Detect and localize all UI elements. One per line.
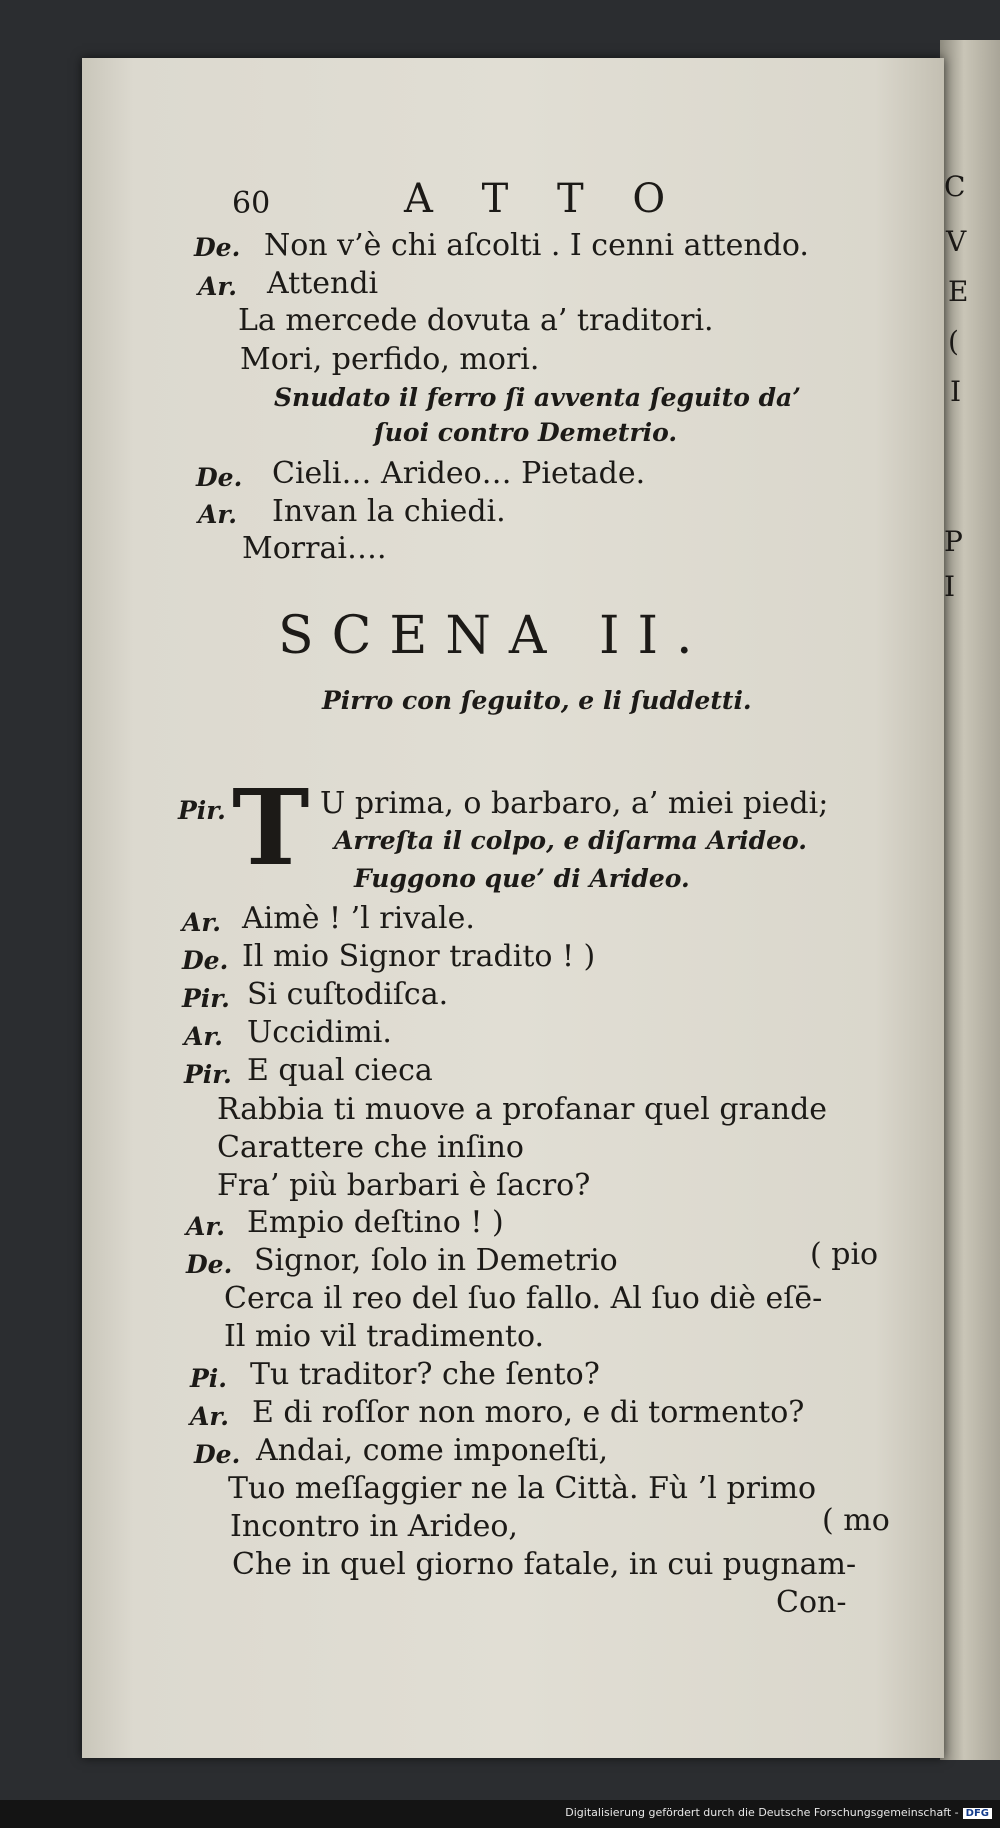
verse-line: Cieli… Arideo… Pietade. (272, 456, 646, 491)
adjacent-letter: V (946, 225, 967, 258)
digitization-credit (565, 1806, 992, 1819)
verse-line: Aimè ! ’l rivale. (242, 901, 475, 936)
stage-direction: ſuoi contro Demetrio. (374, 418, 678, 447)
catchword: Con- (776, 1585, 847, 1620)
speaker-label: Ar. (198, 272, 237, 301)
turnover-text: ( mo (822, 1503, 890, 1538)
verse-line: Fra’ più barbari è ſacro? (217, 1168, 591, 1203)
verse-line: Andai, come imponeſti, (256, 1433, 609, 1468)
verse-line: La mercede dovuta a’ traditori. (238, 303, 714, 338)
verse-line: Il mio vil tradimento. (224, 1319, 545, 1354)
verse-line: Morrai…. (242, 531, 387, 566)
adjacent-page-edge (940, 40, 1000, 1760)
verse-line: Tu traditor? che ſento? (250, 1357, 600, 1392)
scene-title: SCENA II. (278, 606, 711, 666)
verse-line: Cerca il reo del ſuo fallo. Al ſuo diè eſē- (224, 1281, 823, 1316)
speaker-label: De. (196, 463, 243, 492)
verse-line: Il mio Signor tradito ! ) (242, 939, 596, 974)
stage-direction: Snudato il ferro ſi avventa ſeguito da’ (274, 383, 801, 412)
adjacent-letter: I (950, 375, 962, 408)
speaker-label: De. (194, 233, 241, 262)
credit-text: Digitalisierung gefördert durch die Deutsche Forschungsgemeinschaft - (565, 1806, 959, 1819)
speaker-label: Ar. (186, 1212, 225, 1241)
dfg-logo: DFG (963, 1808, 992, 1819)
speaker-label: Ar. (190, 1402, 229, 1431)
drop-cap: T (232, 766, 310, 889)
speaker-label: De. (182, 946, 229, 975)
verse-line: Attendi (267, 266, 379, 301)
speaker-label: Ar. (184, 1022, 223, 1051)
verse-line: E qual cieca (247, 1053, 433, 1088)
verse-line: Incontro in Arideo, (230, 1509, 518, 1544)
speaker-label: De. (194, 1440, 241, 1469)
scene-subtitle: Pirro con ſeguito, e li ſuddetti. (322, 686, 752, 715)
stage-direction: Arreſta il colpo, e diſarma Arideo. (334, 826, 807, 855)
verse-line: Rabbia ti muove a profanar quel grande (217, 1092, 828, 1127)
running-head: A T T O (404, 176, 684, 222)
verse-line: Mori, perfido, mori. (240, 342, 540, 377)
speaker-label: Pir. (184, 1060, 232, 1089)
adjacent-letter: C (944, 170, 966, 203)
verse-line: Che in quel giorno fatale, in cui pugnam- (232, 1547, 857, 1582)
verse-line: Signor, ſolo in Demetrio (254, 1243, 618, 1278)
speaker-label: Ar. (182, 908, 221, 937)
book-page (82, 58, 944, 1758)
adjacent-letter: E (948, 275, 969, 308)
adjacent-letter: I (944, 570, 956, 603)
speaker-label: Ar. (198, 500, 237, 529)
speaker-label: Pi. (190, 1364, 227, 1393)
verse-line: Non v’è chi aſcolti . I cenni attendo. (264, 228, 809, 263)
verse-line: Empio deſtino ! ) (247, 1205, 504, 1240)
verse-line: Si cuſtodiſca. (247, 977, 449, 1012)
adjacent-letter: P (944, 525, 963, 558)
verse-line: Carattere che inſino (217, 1130, 524, 1165)
speaker-label: De. (186, 1250, 233, 1279)
page-number: 60 (232, 186, 271, 221)
verse-line: Tuo meſſaggier ne la Città. Fù ’l primo (228, 1471, 817, 1506)
adjacent-letter: ( (948, 325, 959, 358)
verse-line: U prima, o barbaro, a’ miei piedi; (320, 786, 829, 821)
verse-line: Invan la chiedi. (272, 494, 506, 529)
stage-direction: Fuggono que’ di Arideo. (354, 864, 690, 893)
speaker-label: Pir. (182, 984, 230, 1013)
verse-line: E di roſſor non moro, e di tormento? (252, 1395, 805, 1430)
speaker-label: Pir. (178, 796, 226, 825)
verse-line: Uccidimi. (247, 1015, 392, 1050)
turnover-text: ( pio (810, 1237, 879, 1272)
